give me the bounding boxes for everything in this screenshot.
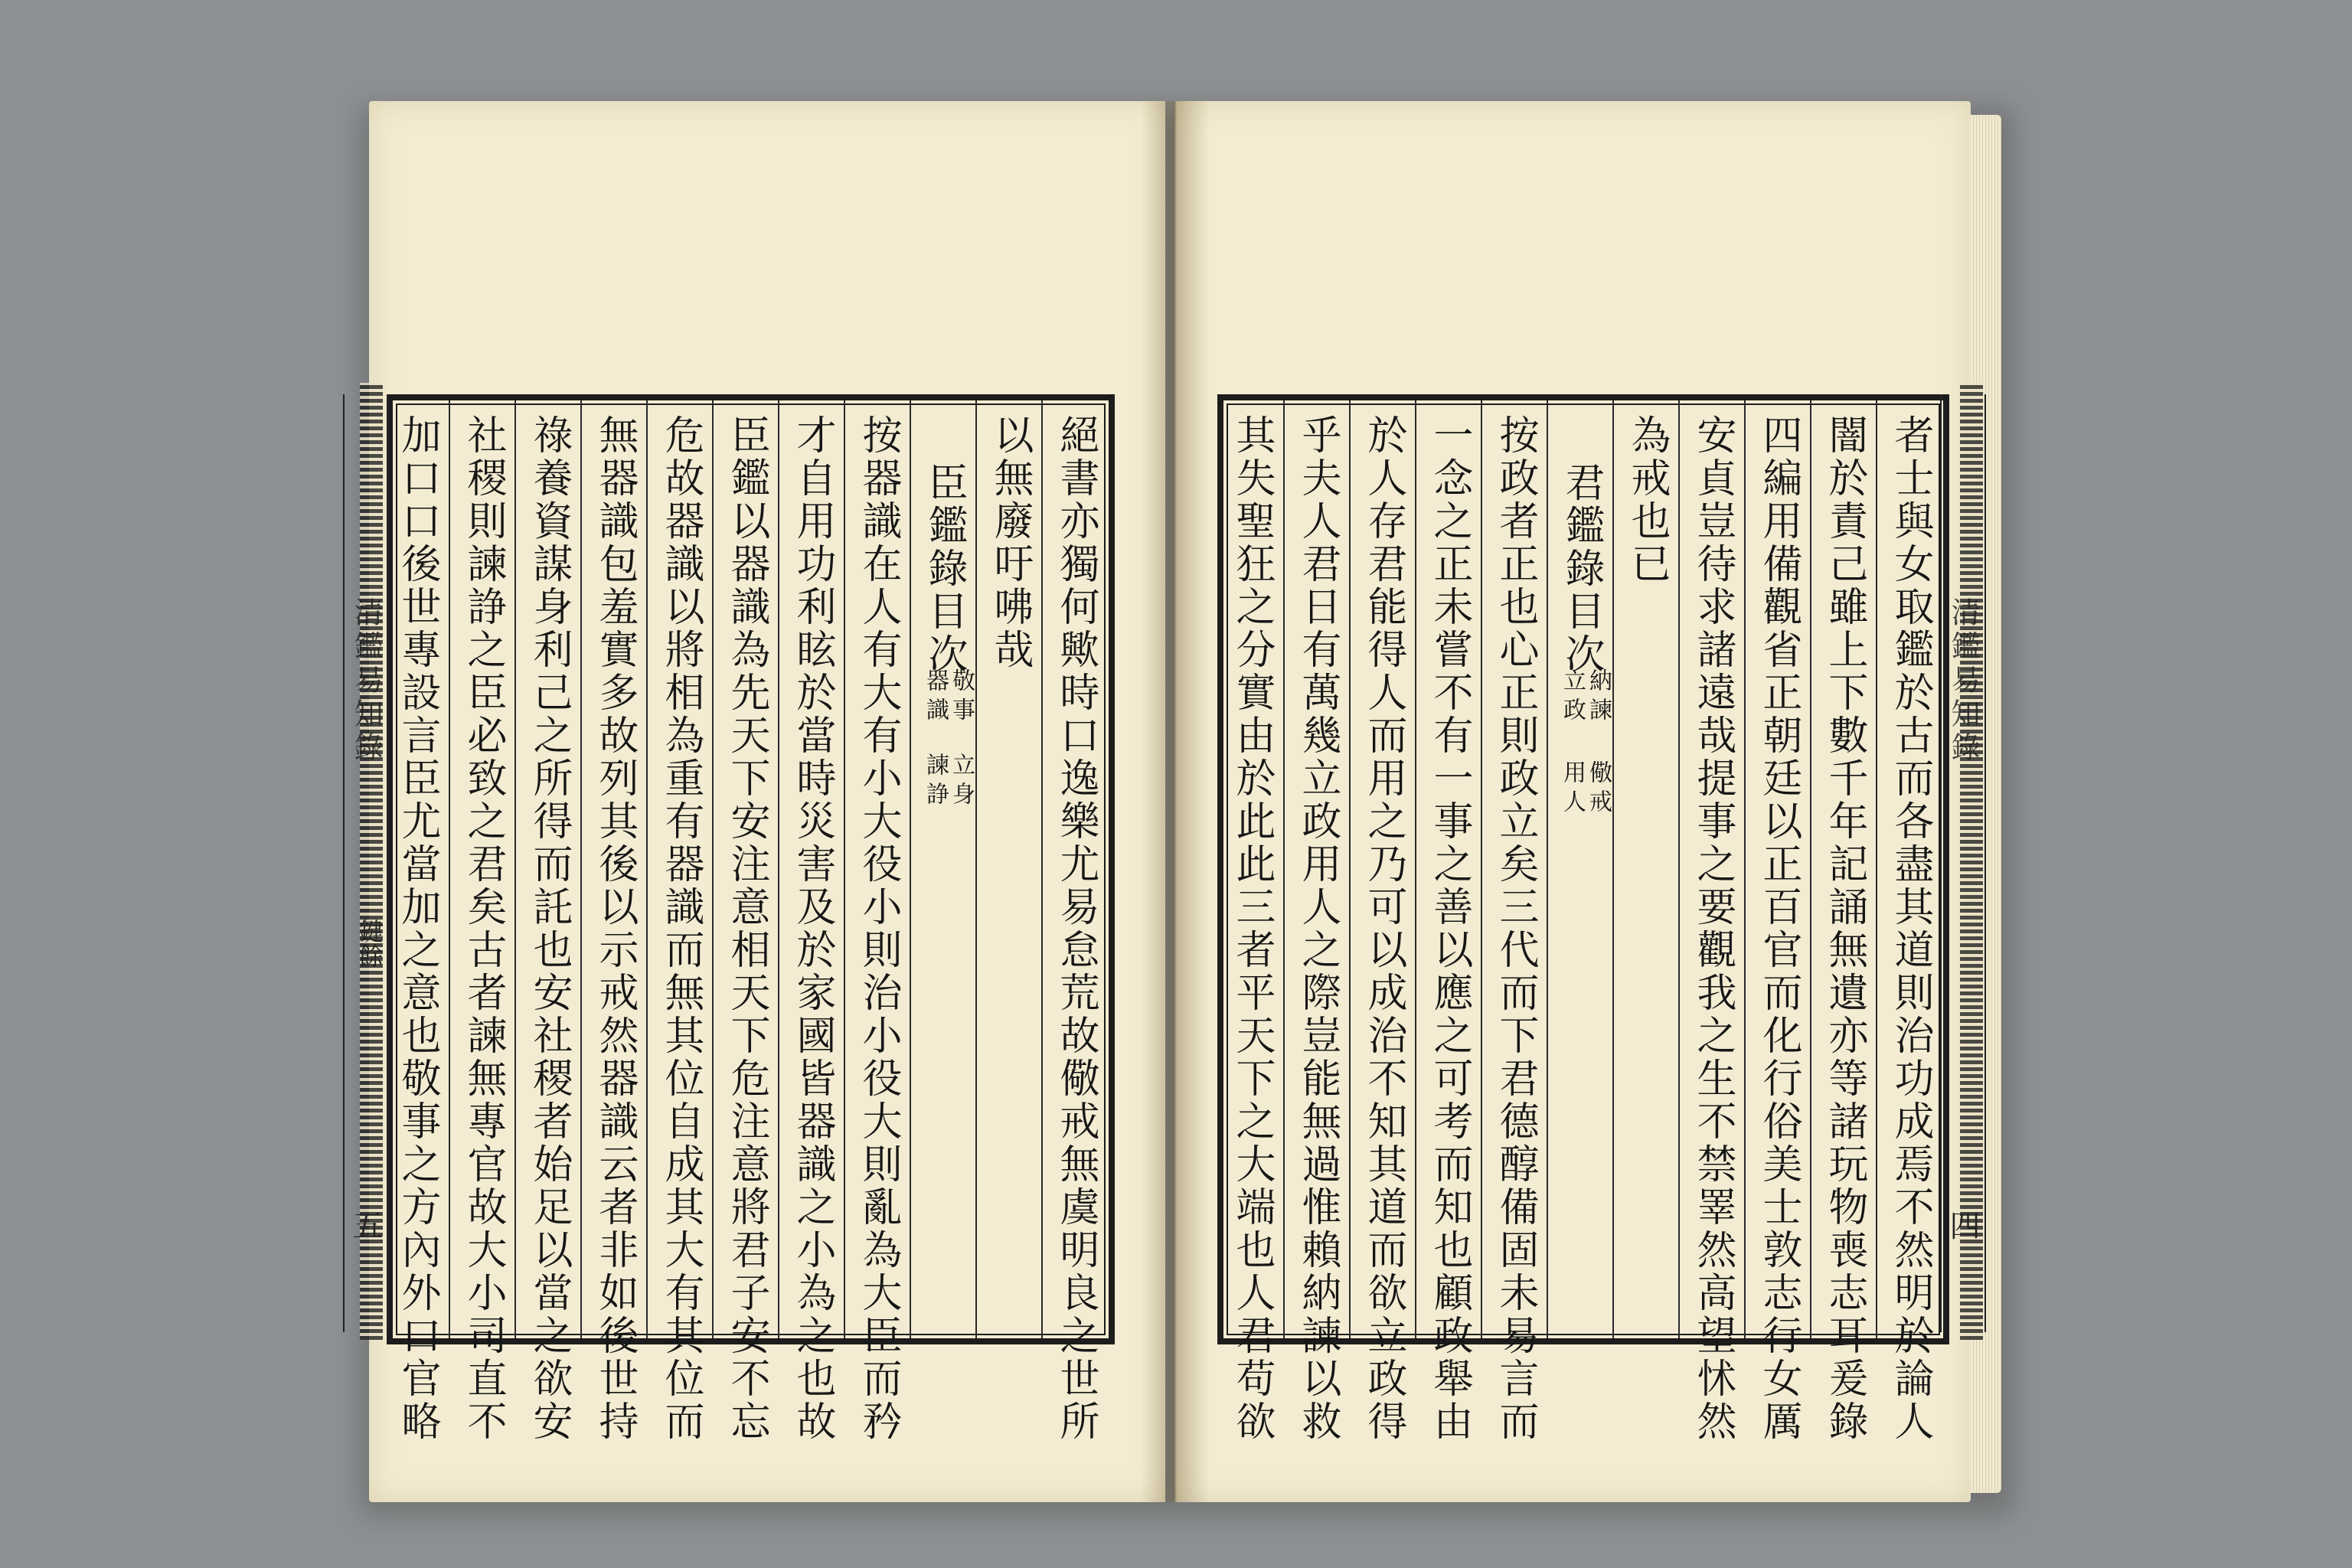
right-col-9: 於人存君能得人而用之乃可以成治不知其道而欲立政得: [1361, 414, 1406, 1443]
left-col-8: 無器識包羞實多故列其後以示戒然器識云者非如後世持: [592, 414, 638, 1443]
column-rule: [1810, 400, 1811, 1338]
right-toc-item-3: 納諫: [1585, 668, 1612, 727]
left-col-4: 按器識在人有大有小大役小則治小役大則亂為大臣而矜: [855, 414, 901, 1443]
left-toc-item-2: 諫諍: [922, 753, 949, 811]
left-col-2: 以無廢吁咈哉: [987, 414, 1033, 671]
right-col-4: 安貞豈待求諸遠哉提事之要觀我之生不禁睪然高望怵然: [1690, 414, 1736, 1443]
column-rule: [1041, 400, 1043, 1338]
column-rule: [844, 400, 845, 1338]
right-margin-title: 清鑑易知錄: [1946, 597, 1980, 766]
left-toc-item-3: 敬事: [948, 668, 975, 727]
right-col-2: 闇於責己雖上下數千年記誦無遺亦等諸玩物喪志耳爰錄: [1821, 414, 1867, 1443]
column-rule: [910, 400, 911, 1338]
right-col-1: 者士與女取鑑於古而各盡其道則治功成焉不然明於論人: [1887, 414, 1933, 1443]
column-rule: [1678, 400, 1680, 1338]
right-col-5: 為戒也已: [1624, 414, 1670, 586]
left-text-frame: [387, 394, 1115, 1443]
right-col-10: 乎夫人君日有萬幾立政用人之際豈能無過惟賴納諫以救: [1295, 414, 1341, 1443]
column-rule: [1481, 400, 1482, 1338]
right-col-8: 一念之正未嘗不有一事之善以應之可考而知也顧政舉由: [1426, 414, 1472, 1443]
left-col-11: 加口口後世專設言臣尤當加之意也敬事之方內外口官略: [394, 414, 440, 1443]
column-rule: [449, 400, 450, 1338]
book-gutter: [1141, 101, 1210, 1502]
left-col-7: 危故器識以將相為重有器識而無其位自成其大有其位而: [658, 414, 704, 1443]
right-toc-title: 君鑑錄目次: [1558, 462, 1604, 676]
left-folio: 五: [348, 1210, 383, 1240]
left-col-6: 臣鑑以器識為先天下安注意相天下危注意將君子安不忘: [724, 414, 769, 1443]
left-margin-title: 清鑑易知錄: [349, 597, 383, 766]
left-col-10: 社稷則諫諍之臣必致之君矣古者諫無專官故大小司直不: [460, 414, 506, 1443]
column-rule: [712, 400, 714, 1338]
column-rule: [1415, 400, 1416, 1338]
column-rule: [646, 400, 648, 1338]
column-rule: [1744, 400, 1746, 1338]
right-toc-item-2: 用人: [1559, 760, 1586, 818]
right-folio: 四: [1945, 1210, 1980, 1240]
left-col-1: 絕書亦獨何歟時口逸樂尤易怠荒故儆戒無虞明良之世所: [1053, 414, 1099, 1443]
right-col-7: 按政者正也心正則政立矣三代而下君德醇備固未易言而: [1492, 414, 1538, 1443]
column-rule: [778, 400, 779, 1338]
right-toc-item-4: 儆戒: [1585, 760, 1612, 818]
right-page-center-column: [1940, 394, 1986, 1332]
column-rule: [1547, 400, 1548, 1338]
column-rule: [1876, 400, 1877, 1338]
left-toc-item-1: 器識: [922, 668, 949, 727]
column-rule: [975, 400, 977, 1338]
left-col-9: 祿養資謀身利己之所得而託也安社稷者始足以當之欲安: [526, 414, 572, 1443]
left-margin-sub: 鍵餘: [355, 919, 384, 968]
left-toc-title: 臣鑑錄目次: [921, 462, 967, 676]
column-rule: [514, 400, 516, 1338]
column-rule: [580, 400, 582, 1338]
column-rule: [1612, 400, 1614, 1338]
left-page-center-column: [343, 394, 389, 1332]
right-toc-item-1: 立政: [1559, 668, 1586, 727]
right-col-3: 四編用備觀省正朝廷以正百官而化行俗美士敦志行女厲: [1756, 414, 1802, 1443]
left-toc-item-4: 立身: [948, 753, 975, 811]
right-text-frame: [1217, 394, 1949, 1443]
left-col-5: 才自用功利眩於當時災害及於家國皆器識之小為之也故: [789, 414, 835, 1443]
column-rule: [1283, 400, 1285, 1338]
right-col-11: 其失聖狂之分實由於此此三者平天下之大端也人君苟欲: [1229, 414, 1275, 1443]
column-rule: [1349, 400, 1351, 1338]
